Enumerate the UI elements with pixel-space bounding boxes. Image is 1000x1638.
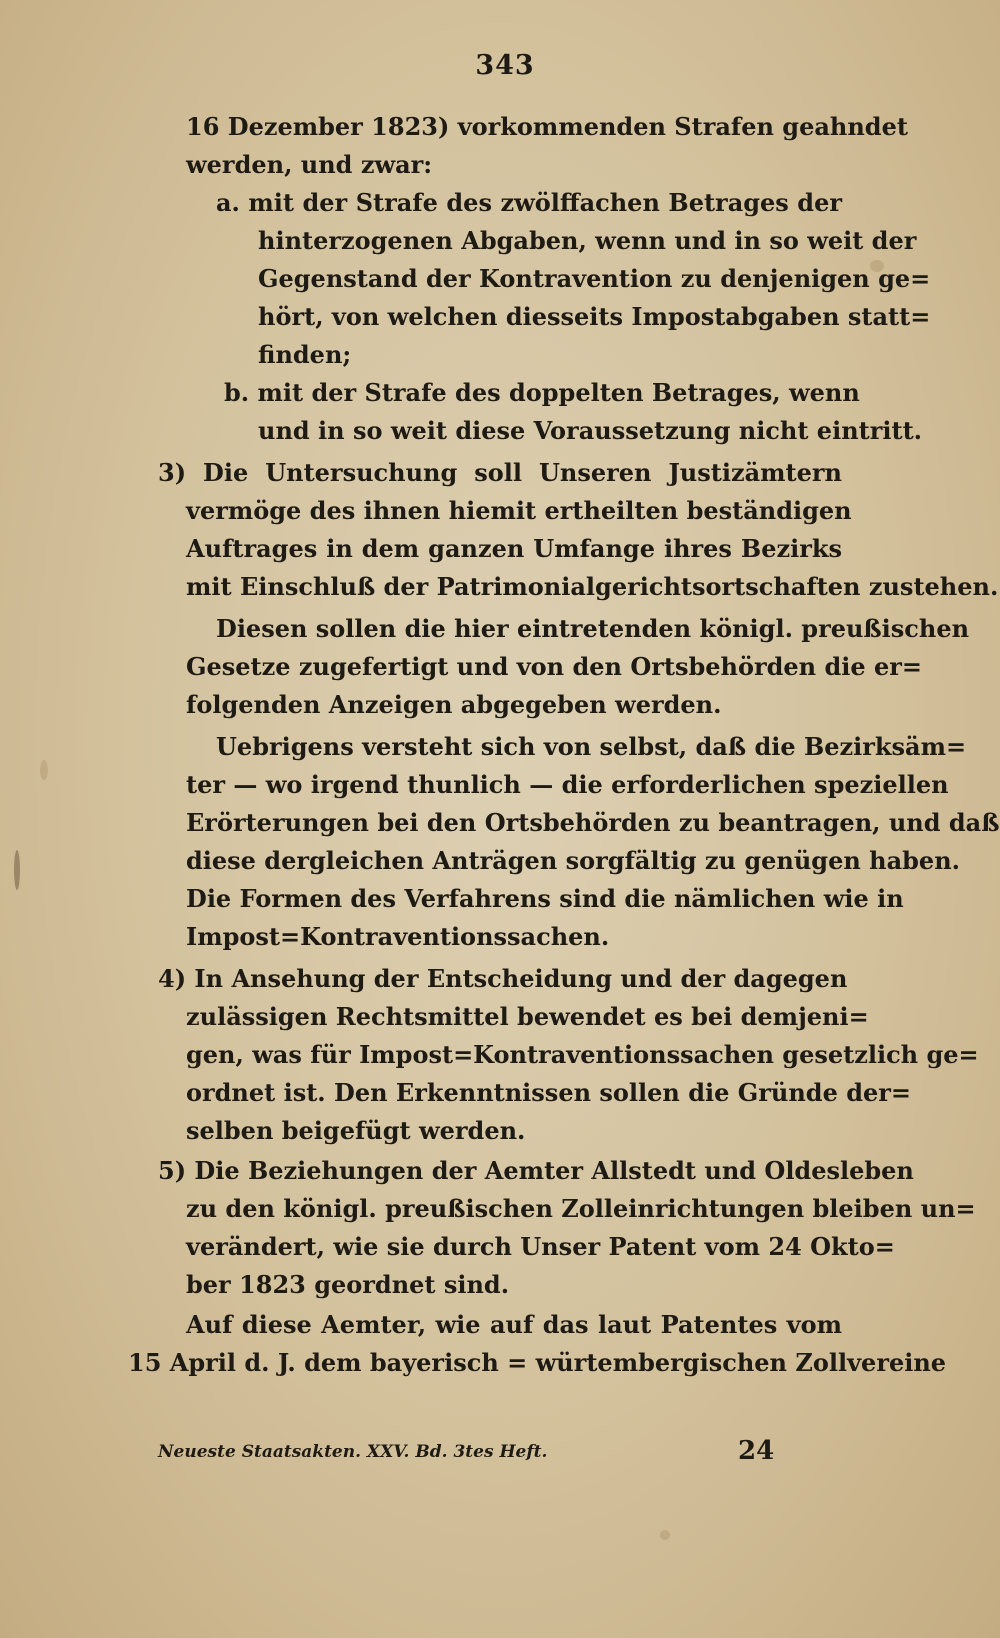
text-line: zulässigen Rechtsmittel bewendet es bei demjeni= (186, 1002, 869, 1031)
text-line: 3) Die Untersuchung soll Unseren Justizämtern (158, 458, 842, 487)
text-line: 15 April d. J. dem bayerisch = würtembergischen Zollvereine (128, 1348, 947, 1377)
text-line: hört, von welchen diesseits Impostabgaben statt= (258, 302, 931, 331)
text-line: selben beigefügt werden. (186, 1116, 526, 1145)
text-line: Uebrigens versteht sich von selbst, daß die Bezirksäm= (216, 732, 967, 761)
text-line: b. mit der Strafe des doppelten Betrages, wenn (224, 378, 860, 407)
text-line: folgenden Anzeigen abgegeben werden. (186, 690, 722, 719)
text-line: mit Einschluß der Patrimonialgerichtsortschaften zustehen. (186, 572, 999, 601)
text-line: zu den königl. preußischen Zolleinrichtungen bleiben un= (186, 1194, 976, 1223)
text-line: werden, und zwar: (186, 150, 433, 179)
text-line: 16 Dezember 1823) vorkommenden Strafen geahndet (186, 112, 908, 141)
text-line: Die Formen des Verfahrens sind die nämlichen wie in (186, 884, 904, 913)
text-line: Auf diese Aemter, wie auf das laut Patentes vom (186, 1310, 842, 1339)
text-line: a. mit der Strafe des zwölffachen Betrages der (216, 188, 842, 217)
footer-signature: Neueste Staatsakten. XXV. Bd. 3tes Heft. (158, 1442, 548, 1462)
text-line: 4) In Ansehung der Entscheidung und der dagegen (158, 964, 848, 993)
text-line: Auftrages in dem ganzen Umfange ihres Bezirks (186, 534, 842, 563)
text-line: diese dergleichen Anträgen sorgfältig zu genügen haben. (186, 846, 960, 875)
text-line: 5) Die Beziehungen der Aemter Allstedt und Oldesleben (158, 1156, 914, 1185)
page-number: 343 (475, 50, 535, 81)
text-line: gen, was für Impost=Kontraventionssachen gesetzlich ge= (186, 1040, 979, 1069)
text-line: Diesen sollen die hier eintretenden königl. preußischen (216, 614, 970, 643)
text-line: ber 1823 geordnet sind. (186, 1270, 510, 1299)
text-line: verändert, wie sie durch Unser Patent vom 24 Okto= (186, 1232, 895, 1261)
text-line: und in so weit diese Voraussetzung nicht eintritt. (258, 416, 923, 445)
text-line: hinterzogenen Abgaben, wenn und in so weit der (258, 226, 917, 255)
text-line: Gegenstand der Kontravention zu denjenigen ge= (258, 264, 931, 293)
text-line: Erörterungen bei den Ortsbehörden zu beantragen, und daß (186, 808, 1000, 837)
text-line: Gesetze zugefertigt und von den Ortsbehörden die er= (186, 652, 923, 681)
text-line: vermöge des ihnen hiemit ertheilten beständigen (186, 496, 852, 525)
text-line: Impost=Kontraventionssachen. (186, 922, 610, 951)
text-line: ordnet ist. Den Erkenntnissen sollen die Gründe der= (186, 1078, 911, 1107)
text-line: ter — wo irgend thunlich — die erforderlichen speziellen (186, 770, 949, 799)
text-line: finden; (258, 340, 352, 369)
footer-sheet-number: 24 (738, 1436, 775, 1466)
